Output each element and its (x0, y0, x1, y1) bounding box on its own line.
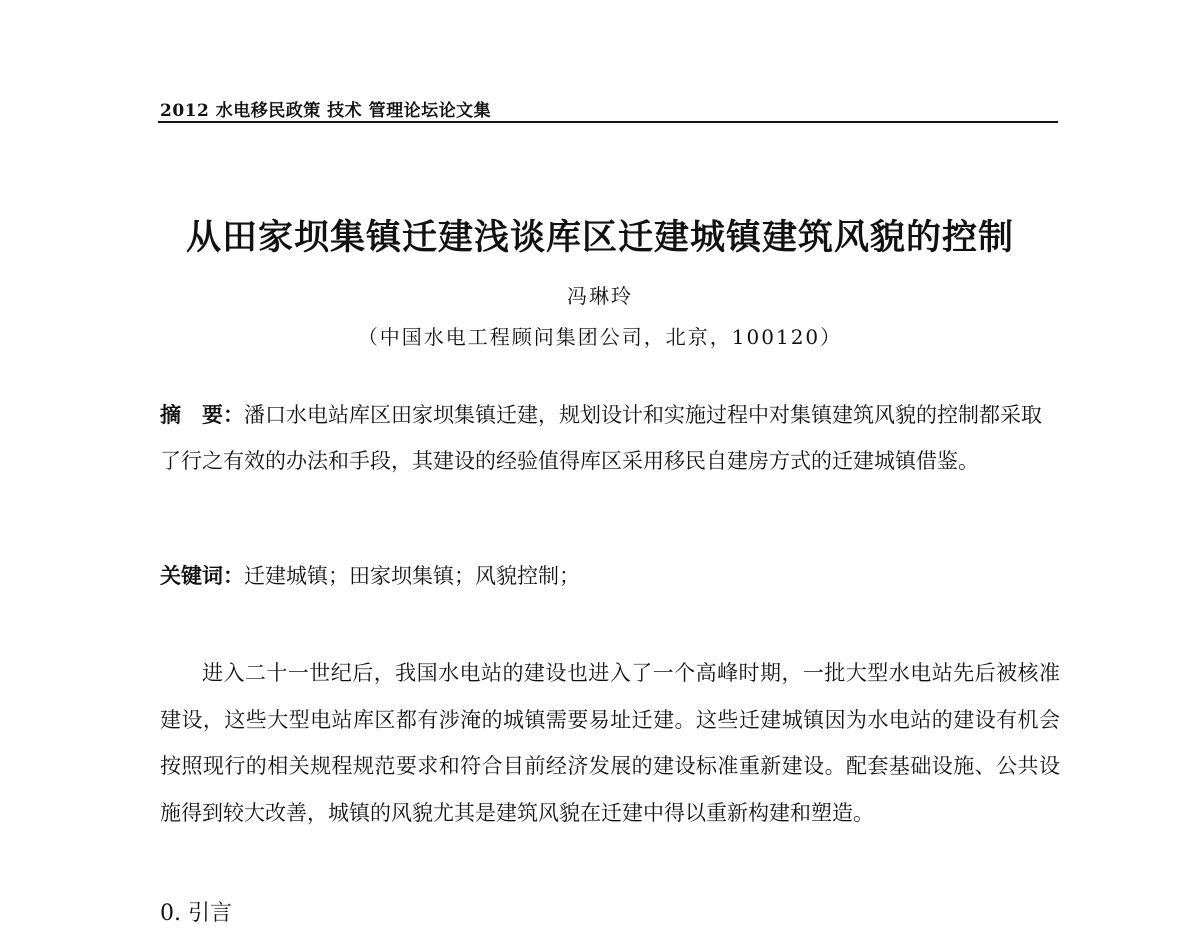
keywords (160, 553, 1060, 599)
body-paragraph: 进入二十一世纪后，我国水电站的建设也进入了一个高峰时期，一批大型水电站先后被核准建设，这些大型电站库区都有涉淹的城镇需要易址迁建。这些迁建城镇因为水电站的建设有机会按照现行的相关规程规范要求和符合目前经济发展的建设标准重新建设。配套基础设施、公共设施得到较大改善，城镇的风貌尤其是建筑风貌在迁建中得以重新构建和塑造。 (160, 661, 1060, 825)
author-name: 冯琳玲 (567, 284, 633, 308)
keywords-text: 迁建城镇；田家坝集镇；风貌控制； (244, 564, 580, 588)
keywords-label: 关键词： (160, 563, 244, 588)
abstract (160, 392, 1060, 484)
header-rule (158, 121, 1058, 123)
abstract-text: 潘口水电站库区田家坝集镇迁建，规划设计和实施过程中对集镇建筑风貌的控制都采取了行之有效的办法和手段，其建设的经验值得库区采用移民自建房方式的迁建城镇借鉴。 (160, 403, 1042, 473)
paper-title: 从田家坝集镇迁建浅谈库区迁建城镇建筑风貌的控制 (185, 217, 1014, 258)
abstract-label: 摘 要： (160, 402, 244, 427)
running-header: 2012 水电移民政策 技术 管理论坛论文集 (160, 101, 492, 121)
author-affiliation: （中国水电工程顾问集团公司，北京，100120） (357, 325, 843, 349)
section-heading: 0. 引言 (160, 901, 232, 926)
